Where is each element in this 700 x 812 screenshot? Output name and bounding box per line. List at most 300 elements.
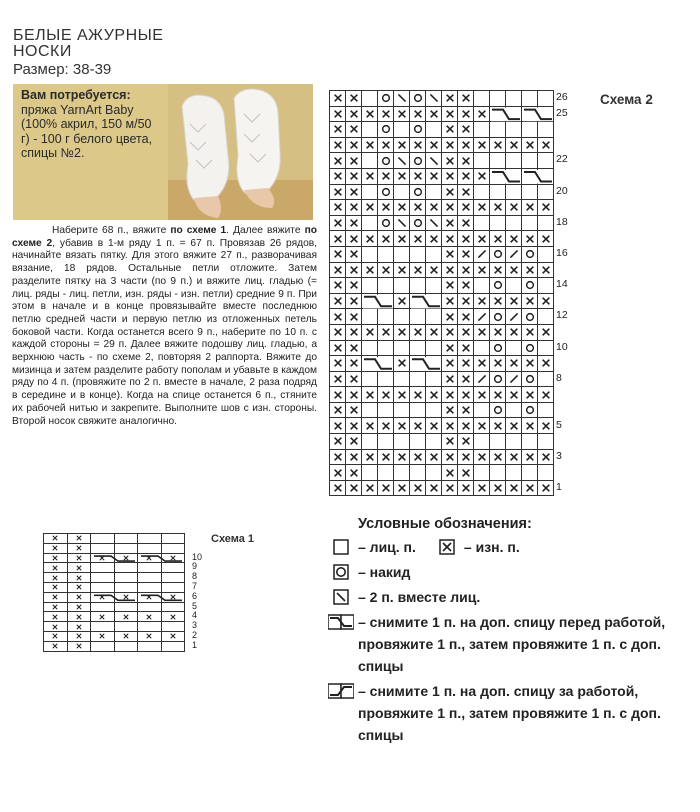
purl-icon: [524, 264, 536, 276]
purl-icon: [332, 295, 344, 307]
chart-cell: [442, 91, 458, 107]
chart-cell: [378, 294, 394, 310]
chart-cell: [115, 612, 139, 622]
purl-icon: [444, 108, 456, 120]
chart-cell: [522, 231, 538, 247]
materials-box: [13, 84, 313, 220]
chart-cell: [442, 372, 458, 388]
purl-icon: [492, 170, 504, 182]
purl-icon: [412, 482, 424, 494]
chart-cell: [474, 387, 490, 403]
purl-icon: [540, 451, 552, 463]
chart-cell: [426, 169, 442, 185]
purl-icon: [364, 233, 376, 245]
chart-cell: [522, 450, 538, 466]
purl-icon: [332, 467, 344, 479]
purl-icon: [364, 482, 376, 494]
chart-row: [330, 450, 554, 466]
chart-cell: [474, 403, 490, 419]
k2tog-icon: [396, 217, 408, 229]
purl-icon: [75, 534, 83, 542]
purl-icon: [428, 108, 440, 120]
purl-icon: [460, 92, 472, 104]
purl-icon: [476, 264, 488, 276]
chart-row: [330, 216, 554, 232]
instructions-run: Наберите 68 п., вяжите: [52, 225, 171, 236]
chart-row: [330, 231, 554, 247]
chart-row: [330, 169, 554, 185]
chart-cell: [490, 465, 506, 481]
chart-cell: [346, 169, 362, 185]
chart-cell: [442, 481, 458, 497]
chart-cell: [426, 91, 442, 107]
chart-cell: [115, 622, 139, 632]
chart-cell: [378, 325, 394, 341]
purl-icon: [169, 613, 177, 621]
chart-cell: [538, 403, 554, 419]
chart-cell: [394, 465, 410, 481]
chart-cell: [162, 534, 186, 544]
purl-icon: [332, 201, 344, 213]
chart-cell: [474, 91, 490, 107]
purl-icon: [444, 233, 456, 245]
row-number: 8: [192, 571, 198, 582]
purl-icon: [428, 233, 440, 245]
chart-row: [330, 200, 554, 216]
purl-icon: [540, 295, 552, 307]
purl-icon: [332, 451, 344, 463]
instructions-bold-run: по схеме 2: [12, 225, 317, 249]
row-number: 3: [192, 620, 198, 631]
purl-icon: [348, 108, 360, 120]
chart-cell: [538, 107, 554, 123]
purl-icon: [332, 311, 344, 323]
chart-cell: [506, 403, 522, 419]
purl-icon: [396, 139, 408, 151]
purl-icon: [460, 326, 472, 338]
purl-icon: [75, 632, 83, 640]
purl-icon: [75, 613, 83, 621]
chart-cell: [162, 642, 186, 652]
row-number: 26: [556, 91, 568, 103]
chart-cell: [91, 544, 115, 554]
chart-cell: [426, 263, 442, 279]
purl-icon: [444, 451, 456, 463]
purl-icon: [508, 108, 520, 120]
purl-icon: [444, 389, 456, 401]
chart-cell: [410, 356, 426, 372]
chart-cell: [538, 231, 554, 247]
yarn-over-icon: [412, 155, 424, 167]
chart-cell: [442, 169, 458, 185]
chart-cell: [538, 91, 554, 107]
chart-cell: [330, 263, 346, 279]
cable-front-symbol-icon: [328, 612, 354, 632]
chart-cell: [44, 642, 68, 652]
chart-cell: [522, 356, 538, 372]
scheme-2-label: Схема 2: [600, 92, 653, 107]
chart-cell: [346, 309, 362, 325]
chart-cell: [162, 603, 186, 613]
purl-icon: [348, 420, 360, 432]
chart-cell: [490, 450, 506, 466]
chart-cell: [474, 450, 490, 466]
chart-cell: [410, 278, 426, 294]
purl-icon: [332, 92, 344, 104]
chart-cell: [394, 185, 410, 201]
purl-icon: [460, 342, 472, 354]
chart-cell: [378, 263, 394, 279]
purl-icon: [380, 295, 392, 307]
chart-cell: [91, 554, 115, 564]
chart-cell: [91, 622, 115, 632]
chart-cell: [490, 481, 506, 497]
purl-icon: [476, 357, 488, 369]
chart-cell: [68, 612, 92, 622]
chart-cell: [346, 247, 362, 263]
chart-cell: [538, 341, 554, 357]
chart-cell: [394, 216, 410, 232]
purl-icon: [75, 583, 83, 591]
chart-cell: [378, 138, 394, 154]
purl-icon: [364, 170, 376, 182]
chart-row: [330, 387, 554, 403]
chart-cell: [442, 434, 458, 450]
chart-cell: [474, 434, 490, 450]
chart-cell: [410, 465, 426, 481]
chart-cell: [346, 325, 362, 341]
chart-cell: [44, 563, 68, 573]
purl-icon: [428, 326, 440, 338]
chart-cell: [378, 153, 394, 169]
purl-icon: [428, 201, 440, 213]
purl-icon: [524, 295, 536, 307]
purl-icon: [428, 295, 440, 307]
knit-symbol-icon: [328, 537, 354, 557]
purl-icon: [332, 389, 344, 401]
chart-row: [330, 185, 554, 201]
chart-cell: [330, 450, 346, 466]
chart-row: [44, 642, 185, 652]
chart-cell: [394, 122, 410, 138]
chart-cell: [44, 534, 68, 544]
purl-icon: [51, 574, 59, 582]
chart-cell: [458, 481, 474, 497]
chart-row: [330, 91, 554, 107]
chart-cell: [538, 481, 554, 497]
title-line-1: БЕЛЫЕ АЖУРНЫЕ: [13, 27, 164, 44]
purl-icon: [508, 295, 520, 307]
chart-cell: [458, 122, 474, 138]
purl-icon: [396, 389, 408, 401]
scheme-1-label: Схема 1: [211, 533, 255, 545]
purl-icon: [348, 264, 360, 276]
purl-icon: [492, 264, 504, 276]
chart-cell: [68, 544, 92, 554]
row-number: 1: [556, 481, 562, 493]
purl-icon: [51, 534, 59, 542]
scheme-1-chart: [43, 533, 185, 652]
row-number: 10: [192, 551, 203, 562]
chart-cell: [44, 632, 68, 642]
chart-cell: [410, 341, 426, 357]
purl-icon: [460, 295, 472, 307]
chart-cell: [458, 231, 474, 247]
chart-cell: [522, 278, 538, 294]
chart-cell: [538, 169, 554, 185]
chart-cell: [330, 231, 346, 247]
chart-cell: [346, 122, 362, 138]
purl-icon: [348, 342, 360, 354]
chart-cell: [378, 387, 394, 403]
chart-cell: [458, 403, 474, 419]
chart-cell: [44, 593, 68, 603]
chart-cell: [442, 294, 458, 310]
chart-cell: [115, 573, 139, 583]
purl-icon: [396, 482, 408, 494]
chart-cell: [68, 583, 92, 593]
chart-cell: [410, 372, 426, 388]
purl-icon: [145, 613, 153, 621]
chart-cell: [162, 554, 186, 564]
chart-cell: [490, 247, 506, 263]
purl-icon: [145, 554, 153, 562]
purl-icon: [380, 357, 392, 369]
purl-icon: [492, 233, 504, 245]
chart-cell: [442, 341, 458, 357]
chart-cell: [330, 481, 346, 497]
chart-cell: [506, 122, 522, 138]
purl-icon: [348, 217, 360, 229]
chart-cell: [378, 372, 394, 388]
chart-cell: [91, 642, 115, 652]
chart-cell: [362, 341, 378, 357]
chart-cell: [490, 325, 506, 341]
purl-icon: [75, 544, 83, 552]
chart-cell: [522, 294, 538, 310]
chart-cell: [138, 642, 162, 652]
yarn-over-icon: [412, 186, 424, 198]
purl-icon: [508, 420, 520, 432]
chart-cell: [394, 387, 410, 403]
chart-cell: [538, 372, 554, 388]
k2tog-symbol-icon: [328, 587, 354, 607]
purl-icon: [348, 435, 360, 447]
purl-icon: [332, 373, 344, 385]
chart-cell: [362, 122, 378, 138]
chart-cell: [538, 325, 554, 341]
purl-icon: [460, 201, 472, 213]
chart-cell: [490, 372, 506, 388]
purl-icon: [540, 264, 552, 276]
k2tog-icon: [396, 92, 408, 104]
chart-cell: [426, 341, 442, 357]
yarn-over-icon: [524, 311, 536, 323]
chart-cell: [330, 294, 346, 310]
chart-cell: [330, 372, 346, 388]
yarn-over-icon: [412, 92, 424, 104]
chart-cell: [378, 481, 394, 497]
chart-cell: [378, 231, 394, 247]
chart-cell: [410, 387, 426, 403]
purl-icon: [348, 467, 360, 479]
chart-cell: [458, 465, 474, 481]
chart-cell: [162, 563, 186, 573]
chart-cell: [362, 107, 378, 123]
purl-icon: [524, 139, 536, 151]
purl-icon: [348, 248, 360, 260]
chart-cell: [330, 418, 346, 434]
row-number: 10: [556, 340, 568, 353]
chart-cell: [91, 632, 115, 642]
chart-cell: [394, 247, 410, 263]
chart-cell: [458, 107, 474, 123]
chart-cell: [442, 387, 458, 403]
chart-cell: [91, 583, 115, 593]
chart-cell: [410, 91, 426, 107]
chart-cell: [362, 138, 378, 154]
purl-icon: [492, 326, 504, 338]
chart-cell: [426, 185, 442, 201]
chart-cell: [362, 372, 378, 388]
purl-icon: [380, 170, 392, 182]
chart-cell: [138, 632, 162, 642]
purl-icon: [348, 155, 360, 167]
chart-cell: [330, 434, 346, 450]
yarn-over-icon: [380, 92, 392, 104]
chart-cell: [162, 632, 186, 642]
purl-icon: [476, 295, 488, 307]
chart-cell: [115, 632, 139, 642]
yarn-over-icon: [412, 123, 424, 135]
purl-icon: [332, 264, 344, 276]
chart-cell: [410, 434, 426, 450]
chart-cell: [490, 278, 506, 294]
purl-icon: [444, 326, 456, 338]
purl-icon: [460, 264, 472, 276]
chart-cell: [538, 387, 554, 403]
chart-cell: [442, 356, 458, 372]
chart-cell: [506, 372, 522, 388]
chart-row: [44, 632, 185, 642]
chart-cell: [474, 247, 490, 263]
chart-cell: [522, 481, 538, 497]
chart-cell: [458, 278, 474, 294]
purl-icon: [476, 170, 488, 182]
chart-cell: [378, 247, 394, 263]
chart-cell: [394, 231, 410, 247]
purl-icon: [412, 389, 424, 401]
purl-icon: [348, 482, 360, 494]
purl-icon: [476, 139, 488, 151]
chart-cell: [426, 387, 442, 403]
chart-cell: [426, 231, 442, 247]
purl-icon: [348, 186, 360, 198]
row-number: 8: [556, 371, 562, 384]
purl-icon: [428, 357, 440, 369]
chart-cell: [330, 465, 346, 481]
chart-cell: [506, 341, 522, 357]
chart-cell: [426, 481, 442, 497]
chart-cell: [394, 356, 410, 372]
chart-cell: [474, 481, 490, 497]
purl-icon: [348, 451, 360, 463]
chart-cell: [458, 341, 474, 357]
purl-icon: [348, 139, 360, 151]
chart-cell: [378, 356, 394, 372]
purl-icon: [460, 108, 472, 120]
chart-cell: [442, 216, 458, 232]
ssk-icon: [476, 373, 488, 385]
purl-icon: [460, 311, 472, 323]
chart-cell: [330, 278, 346, 294]
row-number: 22: [556, 153, 568, 166]
chart-cell: [378, 403, 394, 419]
k2tog-icon: [396, 155, 408, 167]
purl-icon: [540, 389, 552, 401]
chart-cell: [378, 465, 394, 481]
purl-icon: [476, 451, 488, 463]
chart-cell: [538, 356, 554, 372]
purl-icon: [460, 404, 472, 416]
chart-cell: [538, 450, 554, 466]
chart-cell: [44, 573, 68, 583]
purl-icon: [412, 108, 424, 120]
chart-cell: [394, 418, 410, 434]
chart-cell: [330, 153, 346, 169]
chart-cell: [115, 563, 139, 573]
yarn-over-icon: [524, 279, 536, 291]
chart-cell: [394, 153, 410, 169]
purl-icon: [332, 326, 344, 338]
purl-icon: [460, 186, 472, 198]
purl-icon: [540, 326, 552, 338]
chart-row: [330, 107, 554, 123]
row-number: 7: [192, 581, 198, 591]
chart-cell: [346, 434, 362, 450]
chart-cell: [394, 434, 410, 450]
purl-icon: [540, 139, 552, 151]
chart-cell: [506, 356, 522, 372]
chart-cell: [346, 91, 362, 107]
chart-cell: [490, 263, 506, 279]
chart-cell: [378, 418, 394, 434]
chart-cell: [474, 325, 490, 341]
chart-cell: [426, 450, 442, 466]
yarn-over-icon: [492, 342, 504, 354]
purl-icon: [444, 295, 456, 307]
chart-cell: [506, 434, 522, 450]
purl-icon: [444, 404, 456, 416]
chart-cell: [474, 200, 490, 216]
chart-cell: [490, 122, 506, 138]
purl-icon: [476, 420, 488, 432]
chart-cell: [490, 169, 506, 185]
purl-icon: [348, 123, 360, 135]
chart-cell: [442, 450, 458, 466]
purl-icon: [460, 170, 472, 182]
purl-icon: [380, 264, 392, 276]
chart-cell: [410, 418, 426, 434]
chart-cell: [410, 309, 426, 325]
chart-cell: [506, 138, 522, 154]
row-number: 3: [556, 449, 562, 462]
chart-cell: [410, 247, 426, 263]
purl-icon: [51, 603, 59, 611]
legend-cable-back-text: – снимите 1 п. на доп. спицу за работой, провяжите 1 п., затем провяжите 1 п. с доп. спицы: [358, 683, 661, 743]
chart-cell: [378, 216, 394, 232]
yarn-over-icon: [380, 123, 392, 135]
